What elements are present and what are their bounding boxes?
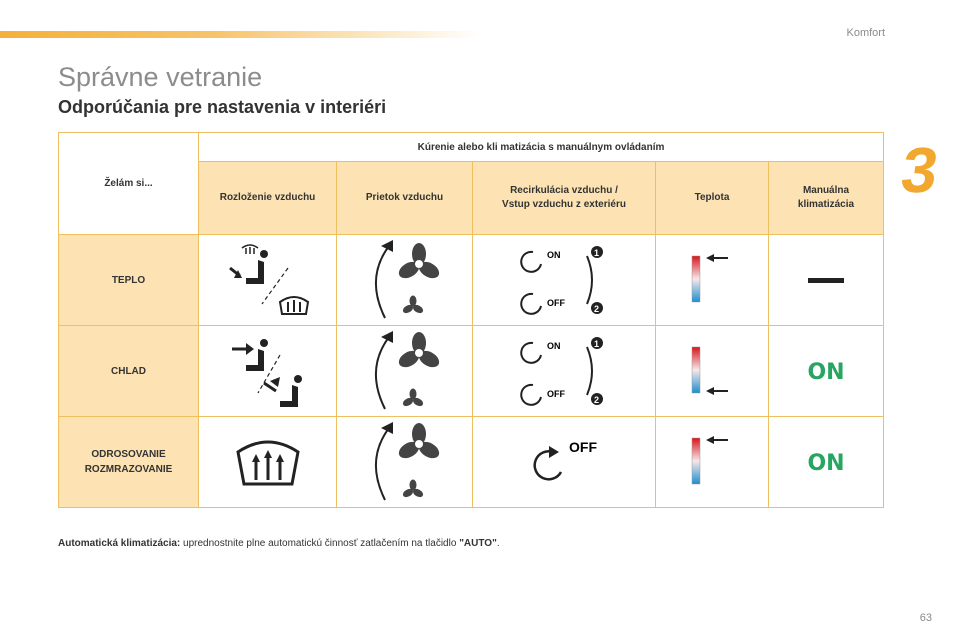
ac-off-dash (796, 270, 856, 290)
footer-button-name: "AUTO" (459, 538, 497, 549)
temperature-gauge-icon (682, 250, 742, 310)
col-header-manual-ac (769, 162, 884, 235)
settings-table (198, 132, 884, 508)
step-two-badge: 2 (594, 395, 600, 405)
settings-table-labels (58, 132, 199, 508)
footer-text: uprednostnite plne automatickú činnosť zatlačením na tlačidlo (180, 538, 460, 549)
chapter-number: 3 (897, 134, 944, 206)
cell-flow-heat (337, 235, 473, 326)
col-header-text: klimatizácia (797, 199, 855, 210)
recirculation-icon (489, 331, 639, 411)
recirc-on-label: ON (547, 341, 561, 351)
row-label-text: CHLAD (111, 365, 146, 377)
ac-on-badge (796, 449, 856, 475)
footer-note (58, 538, 500, 549)
col-header-text: Recirkulácia vzduchu / (510, 184, 618, 196)
fan-icon (355, 329, 455, 413)
ac-on-text: ON (807, 451, 845, 475)
recirculation-icon (489, 240, 639, 320)
recirc-on-label: ON (547, 250, 561, 260)
ac-on-text: ON (807, 360, 845, 384)
cell-flow-cool (337, 326, 473, 417)
cell-temperature-defrost (656, 417, 769, 508)
row-label-text: ODROSOVANIE (91, 449, 166, 460)
row-label-text: TEPLO (111, 274, 146, 286)
cell-distribution-heat (199, 235, 337, 326)
row-label-cool (59, 326, 199, 417)
recirc-off-label: OFF (547, 298, 565, 308)
row-label-defrost (59, 417, 199, 508)
cell-ac-heat (769, 235, 884, 326)
page-subtitle: Odporúčania pre nastavenia v interiéri (58, 97, 387, 117)
page-title: Správne vetranie (58, 62, 263, 92)
section-label: Komfort (846, 27, 885, 39)
cell-temperature-cool (656, 326, 769, 417)
step-one-badge: 1 (594, 339, 600, 349)
cell-distribution-defrost (199, 417, 337, 508)
fan-icon (355, 420, 455, 504)
cell-ac-defrost (769, 417, 884, 508)
row-label-heat (59, 235, 199, 326)
defrost-icon (218, 422, 318, 502)
recirc-off-label: OFF (547, 389, 565, 399)
temperature-gauge-icon (682, 341, 742, 401)
group-header: Kúrenie alebo kli matizácia s manuálnym ovládaním (199, 133, 884, 162)
cell-temperature-heat (656, 235, 769, 326)
cell-recirculation-heat (473, 235, 656, 326)
step-one-badge: 1 (594, 248, 600, 258)
temperature-gauge-icon (682, 432, 742, 492)
row-label-text: ROZMRAZOVANIE (84, 464, 173, 475)
col-header-recirculation (473, 162, 656, 235)
col-header-temperature: Teplota (656, 162, 769, 235)
ac-on-badge (796, 358, 856, 384)
step-two-badge: 2 (594, 304, 600, 314)
fan-icon (355, 238, 455, 322)
col-header-distribution: Rozloženie vzduchu (199, 162, 337, 235)
cell-ac-cool (769, 326, 884, 417)
cell-distribution-cool (199, 326, 337, 417)
footer-lead: Automatická klimatizácia: (58, 538, 181, 549)
cell-flow-defrost (337, 417, 473, 508)
wish-label: Želám si... (104, 178, 153, 189)
col-header-flow: Prietok vzduchu (337, 162, 473, 235)
col-header-text: Manuálna (802, 184, 850, 196)
footer-end: . (496, 538, 500, 549)
wish-header (59, 133, 199, 235)
header-accent-bar (0, 31, 480, 38)
cell-recirculation-defrost (473, 417, 656, 508)
cell-recirculation-cool (473, 326, 656, 417)
seat-air-distribution-icon (218, 240, 318, 320)
page-number: 63 (919, 612, 932, 624)
seat-air-distribution-icon (218, 331, 318, 411)
col-header-text: Vstup vzduchu z exteriéru (502, 199, 626, 210)
recirculation-icon (489, 432, 639, 492)
recirc-off-label: OFF (569, 439, 597, 455)
